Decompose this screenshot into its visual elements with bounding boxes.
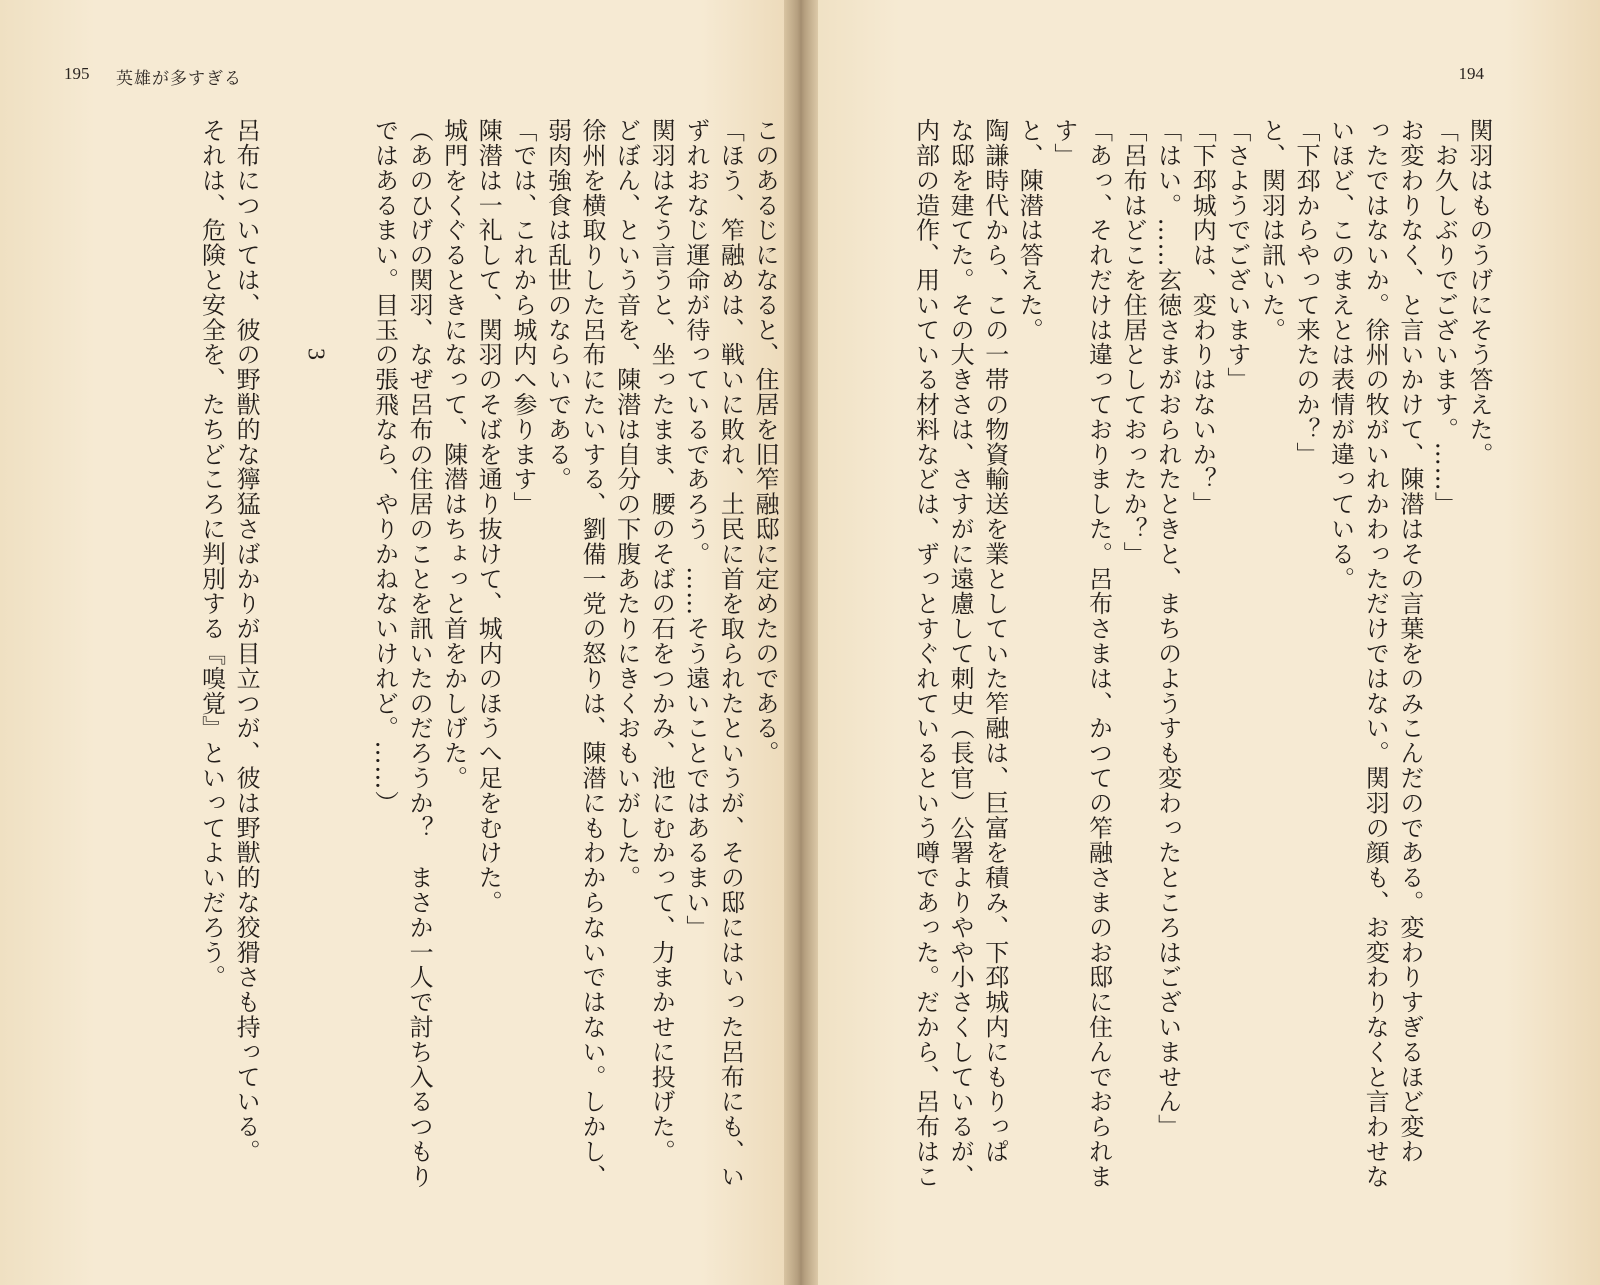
text-line: 内部の造作、用いている材料などは、ずっとすぐれているという噂であった。だから、呂布はこ [911,118,940,1189]
text-line: このあるじになると、住居を旧笮融邸に定めたのである。 [751,118,779,766]
text-line: 「さようでございます」 [1222,118,1251,392]
text-line: 「あっ、それだけは違っておりました。呂布さまは、かつての笮融さまのお邸に住んでおられま [1084,118,1113,1189]
left-page-text [66,118,782,1258]
text-line: ずれおなじ運命が待っているであろう。……そう遠いことではあるまい」 [681,118,710,940]
text-line: それは、危険と安全を、たちどころに判別する『嗅覚』といってよいだろう。 [197,118,226,990]
text-line: 「では、これから城内へ参ります」 [508,118,537,517]
text-line: 「下邳からやって来たのか？」 [1292,118,1321,467]
text-line: ではあるまい。目玉の張飛なら、やりかねないけれど。……） [370,118,399,816]
text-line: と、陳潜は答えた。 [1015,118,1044,343]
text-line: 「ほう、笮融めは、戦いに敗れ、土民に首を取られたというが、その邸にはいった呂布にも、い [716,118,745,1189]
text-line: 「呂布はどこを住居としておったか？」 [1119,118,1148,567]
text-line: 関羽はそう言うと、坐ったまま、腰のそばの石をつかみ、池にむかって、力まかせに投げた。 [647,118,676,1164]
blank-line [263,118,298,1258]
text-line: 「お久しぶりでございます。……」 [1430,118,1459,517]
section-number: 3 [302,348,329,361]
text-line: 陳潜は一礼して、関羽のそばを通り抜けて、城内のほうへ足をむけた。 [474,118,503,915]
blank-line [332,118,367,1258]
text-line: 弱肉強食は乱世のならいである。 [543,118,572,492]
page-number-195: 195 [64,64,90,83]
text-line: お変わりなく、と言いかけて、陳潜はその言葉をのみこんだのである。変わりすぎるほど変わ [1395,118,1424,1164]
text-line: 「下邳城内は、変わりはないか？」 [1188,118,1217,517]
text-line: 関羽はものうげにそう答えた。 [1465,118,1493,467]
text-line: と、関羽は訊いた。 [1257,118,1286,343]
text-line: な邸を建てた。その大きさは、さすがに遠慮して刺史（長官）公署よりやや小さくしているが、 [946,118,975,1189]
text-line: いほど、このまえとは表情が違っている。 [1326,118,1355,592]
text-line: 城門をくぐるときになって、陳潜はちょっと首をかしげた。 [439,118,468,791]
text-line: す」 [1049,118,1078,168]
page-number-194: 194 [1458,64,1484,83]
text-line: どぼん、という音を、陳潜は自分の下腹あたりにきくおもいがした。 [612,118,641,890]
text-line: 呂布については、彼の野獣的な獰猛さばかりが目立つが、彼は野獣的な狡猾さも持っている。 [232,118,261,1164]
text-line: 「はい。……玄徳さまがおられたときと、まちのようすも変わったところはございません」 [1153,118,1182,1139]
text-line: ったではないか。徐州の牧がいれかわっただけではない。関羽の顔も、お変わりなくと言わせな [1361,118,1390,1189]
running-title: 英雄が多すぎる [116,69,242,89]
text-line: 徐州を横取りした呂布にたいする、劉備一党の怒りは、陳潜にもわからないではない。しかし、 [578,118,607,1189]
text-line: 陶謙時代から、この一帯の物資輸送を業としていた笮融は、巨富を積み、下邳城内にもりっぱ [980,118,1009,1164]
book-gutter [784,0,818,1285]
text-line: （あのひげの関羽、なぜ呂布の住居のことを訊いたのだろうか？ まさか一人で討ち入るつもり [405,118,434,1189]
left-page [0,0,796,1285]
right-page [804,0,1600,1285]
right-page-text [896,118,1496,1258]
